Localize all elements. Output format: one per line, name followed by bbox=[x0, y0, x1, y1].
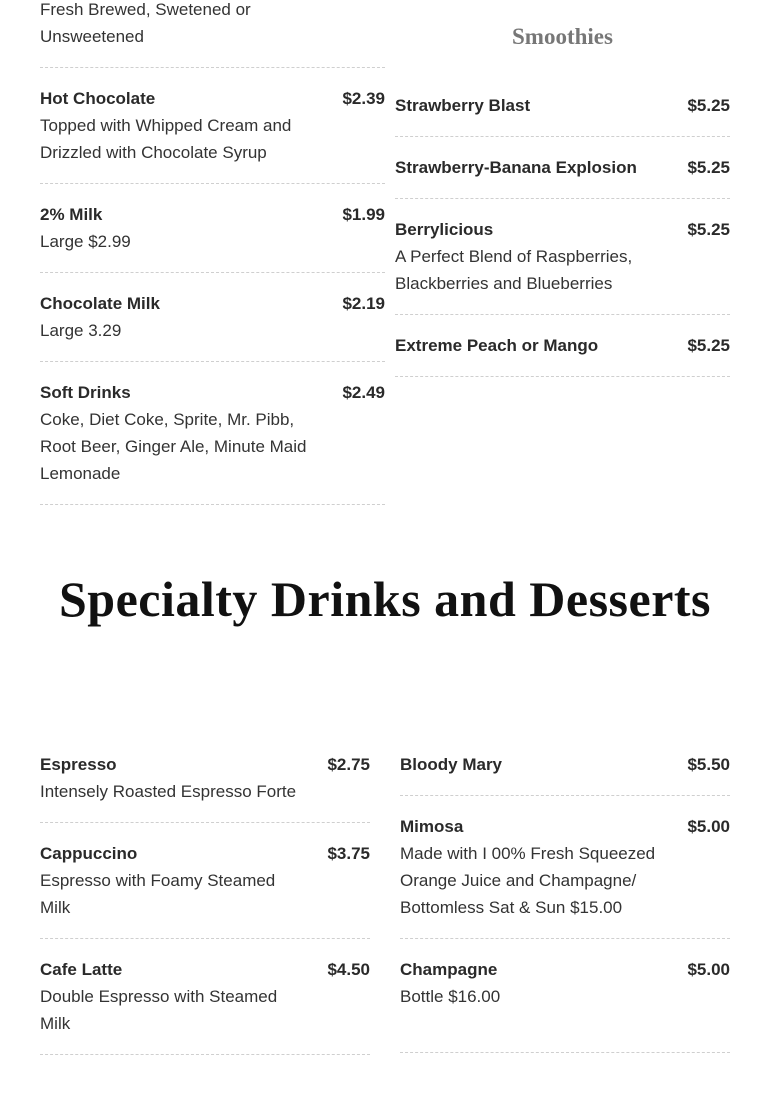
menu-item-price: $5.25 bbox=[687, 96, 730, 115]
menu-item-desc: Intensely Roasted Espresso Forte bbox=[40, 782, 297, 801]
menu-item-price: $5.25 bbox=[687, 336, 730, 355]
menu-item-name: Strawberry-Banana Explosion bbox=[395, 158, 637, 177]
menu-item-price: $2.49 bbox=[342, 383, 385, 402]
menu-item-name: Strawberry Blast bbox=[395, 96, 531, 115]
menu-item-desc: Coke, Diet Coke, Sprite, Mr. Pibb, Root Beer, Ginger Ale, Minute Maid Lemonade bbox=[40, 410, 307, 483]
menu-item-price: $2.39 bbox=[342, 89, 385, 108]
menu-item-soft-drinks bbox=[40, 379, 385, 505]
menu-item-name: Chocolate Milk bbox=[40, 294, 160, 313]
menu-item-name: Hot Chocolate bbox=[40, 89, 156, 108]
menu-item-price: $3.75 bbox=[327, 844, 370, 863]
menu-item-cafe-latte bbox=[40, 956, 370, 1055]
menu-item-name: 2% Milk bbox=[40, 205, 103, 224]
menu-item-name: Cappuccino bbox=[40, 844, 138, 863]
menu-item-cappuccino bbox=[40, 840, 370, 939]
menu-item-name: Mimosa bbox=[400, 817, 464, 836]
menu-item-espresso bbox=[40, 751, 370, 823]
menu-item-price: $1.99 bbox=[342, 205, 385, 224]
menu-column-smoothies bbox=[395, 24, 730, 394]
menu-item-desc: Fresh Brewed, Swetened or Unsweetened bbox=[40, 0, 251, 46]
menu-item-mimosa bbox=[400, 813, 730, 939]
menu-item-name: Champagne bbox=[400, 960, 498, 979]
menu-item-2-percent-milk bbox=[40, 201, 385, 273]
menu-item-hot-chocolate bbox=[40, 85, 385, 184]
menu-column-specialty-right bbox=[400, 751, 730, 1070]
menu-item-desc: Bottle $16.00 bbox=[400, 987, 501, 1006]
menu-item-strawberry-blast bbox=[395, 92, 730, 137]
menu-item-berrylicious bbox=[395, 216, 730, 315]
menu-item-price: $5.25 bbox=[687, 158, 730, 177]
menu-item-name: Bloody Mary bbox=[400, 755, 503, 774]
menu-item-desc: Double Espresso with Steamed Milk bbox=[40, 987, 278, 1033]
menu-item-name: Extreme Peach or Mango bbox=[395, 336, 599, 355]
menu-item-price: $5.00 bbox=[687, 817, 730, 836]
menu-item-price: $5.50 bbox=[687, 755, 730, 774]
menu-item-name: Cafe Latte bbox=[40, 960, 123, 979]
menu-column-left-top bbox=[40, 0, 385, 522]
menu-item-desc: Espresso with Foamy Steamed Milk bbox=[40, 871, 276, 917]
menu-column-specialty-left bbox=[40, 751, 370, 1072]
section-heading-smoothies: Smoothies bbox=[512, 24, 613, 49]
menu-item-name: Soft Drinks bbox=[40, 383, 131, 402]
menu-item-bloody-mary bbox=[400, 751, 730, 796]
menu-item-price: $5.00 bbox=[687, 960, 730, 979]
menu-item-desc: Topped with Whipped Cream and Drizzled with Chocolate Syrup bbox=[40, 116, 292, 162]
menu-item-name: Espresso bbox=[40, 755, 117, 774]
menu-item-desc: Large $2.99 bbox=[40, 232, 131, 251]
menu-item-partial bbox=[40, 0, 385, 68]
menu-item-desc: Made with I 00% Fresh Squeezed Orange Juice and Champagne/ Bottomless Sat & Sun $15.00 bbox=[400, 844, 656, 917]
menu-item-desc: A Perfect Blend of Raspberries, Blackberries and Blueberries bbox=[395, 247, 633, 293]
menu-item-price: $2.19 bbox=[342, 294, 385, 313]
menu-item-strawberry-banana bbox=[395, 154, 730, 199]
section-heading-specialty: Specialty Drinks and Desserts bbox=[58, 571, 712, 627]
menu-item-price: $4.50 bbox=[327, 960, 370, 979]
menu-item-peach-mango bbox=[395, 332, 730, 377]
menu-item-desc: Large 3.29 bbox=[40, 321, 122, 340]
menu-item-chocolate-milk bbox=[40, 290, 385, 362]
menu-item-name: Berrylicious bbox=[395, 220, 494, 239]
menu-item-champagne bbox=[400, 956, 730, 1053]
menu-item-price: $2.75 bbox=[327, 755, 370, 774]
menu-item-price: $5.25 bbox=[687, 220, 730, 239]
